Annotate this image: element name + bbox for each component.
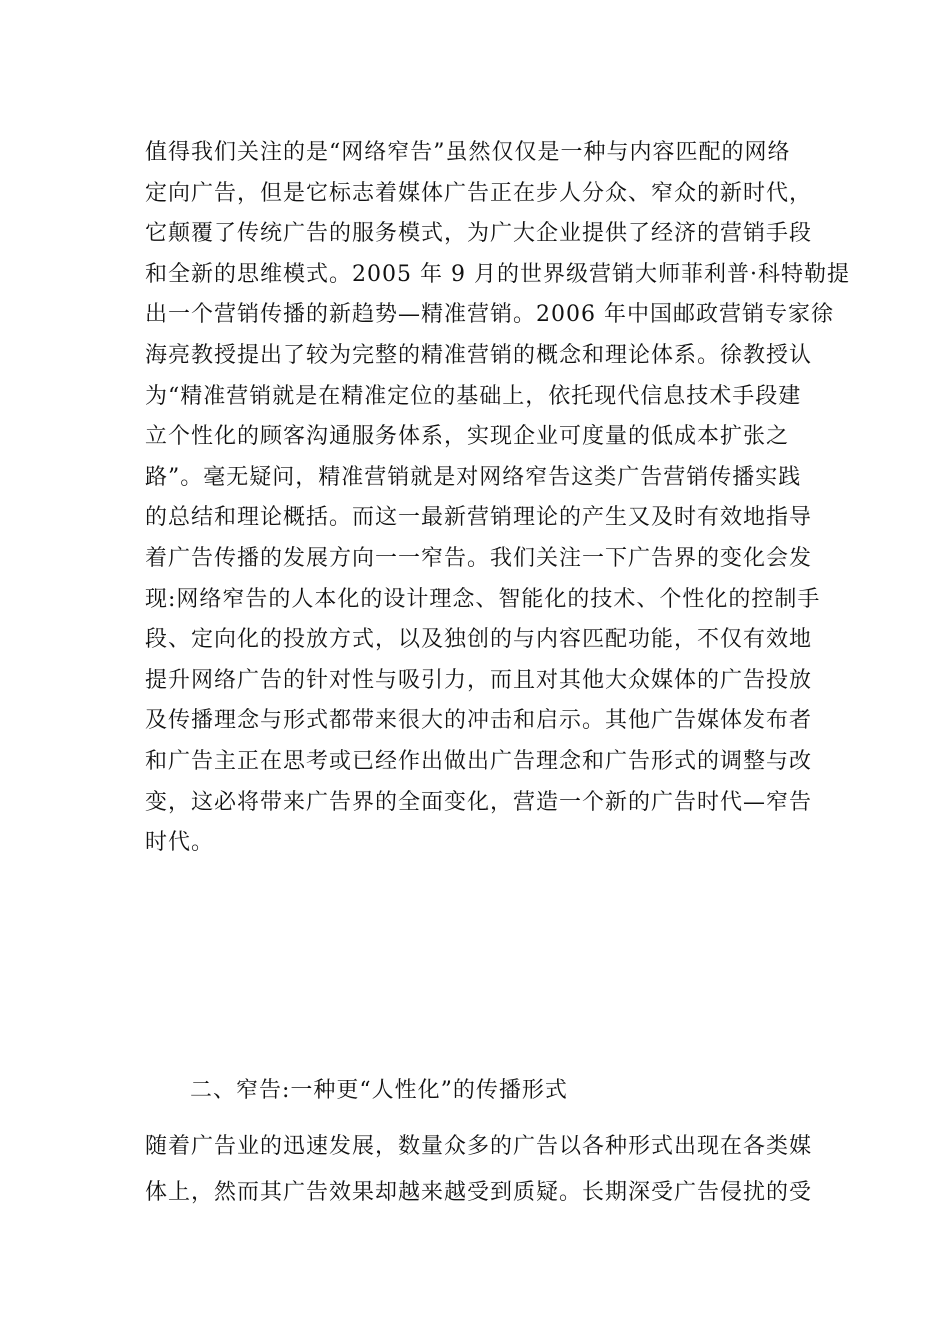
paragraph-line: 现:网络窄告的人本化的设计理念、智能化的技术、个性化的控制手 [145,586,821,612]
paragraph-line: 和广告主正在思考或已经作出做出广告理念和广告形式的调整与改 [145,748,813,774]
paragraph-line: 着广告传播的发展方向一一窄告。我们关注一下广告界的变化会发 [145,545,813,571]
paragraph-line: 及传播理念与形式都带来很大的冲击和启示。其他广告媒体发布者 [145,708,813,734]
paragraph-line: 路”。毫无疑问，精准营销就是对网络窄告这类广告营销传播实践 [145,464,802,490]
body-paragraph [145,133,850,864]
paragraph-line: 定向广告，但是它标志着媒体广告正在步人分众、窄众的新时代， [145,180,813,206]
paragraph-line: 提升网络广告的针对性与吸引力，而且对其他大众媒体的广告投放 [145,667,813,693]
paragraph-line: 时代。 [145,830,215,856]
paragraph-line: 段、定向化的投放方式，以及独创的与内容匹配功能，不仅有效地 [145,627,813,653]
paragraph-line: 出一个营销传播的新趋势—精准营销。2006 年中国邮政营销专家徐 [145,302,834,328]
paragraph-line: 体上，然而其广告效果却越来越受到质疑。长期深受广告侵扰的受 [145,1180,813,1205]
paragraph-line: 立个性化的顾客沟通服务体系，实现企业可度量的低成本扩张之 [145,424,790,450]
body-paragraph [145,1124,815,1216]
paragraph-line: 变，这必将带来广告界的全面变化，营造一个新的广告时代—窄告 [145,789,813,815]
paragraph-line: 它颠覆了传统广告的服务模式，为广大企业提供了经济的营销手段 [145,221,813,247]
section-heading: 二、窄告:一种更“人性化”的传播形式 [190,1078,568,1103]
paragraph-line: 随着广告业的迅速发展，数量众多的广告以各种形式出现在各类媒 [145,1134,813,1159]
paragraph-line: 值得我们关注的是“网络窄告”虽然仅仅是一种与内容匹配的网络 [145,140,791,165]
paragraph-line: 的总结和理论概括。而这一最新营销理论的产生又及时有效地指导 [145,505,813,531]
paragraph-line: 海亮教授提出了较为完整的精准营销的概念和理论体系。徐教授认 [145,342,813,368]
paragraph-line: 为“精准营销就是在精准定位的基础上，依托现代信息技术手段建 [145,383,802,409]
paragraph-line: 和全新的思维模式。2005 年 9 月的世界级营销大师菲利普·科特勒提 [145,261,850,287]
